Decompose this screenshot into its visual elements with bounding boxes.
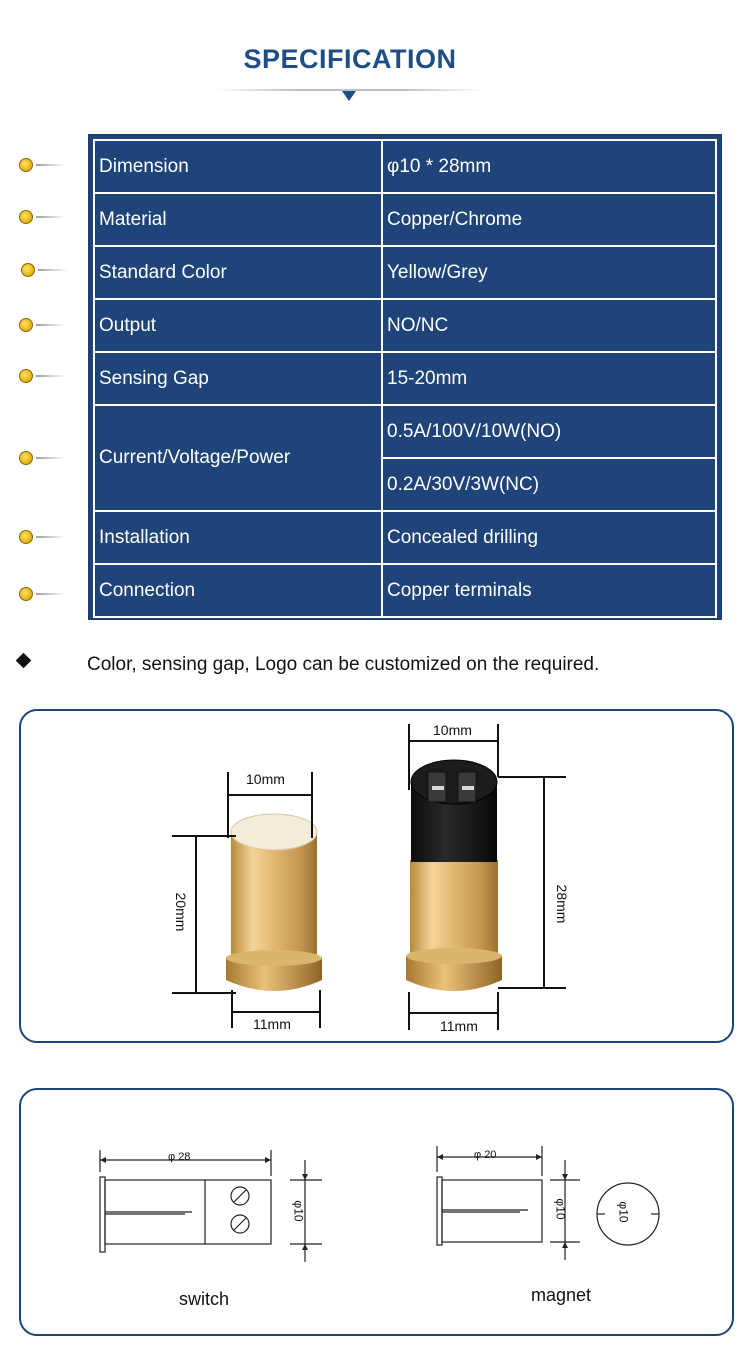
spec-value: Yellow/Grey: [382, 246, 716, 299]
spec-value: Copper terminals: [382, 564, 716, 617]
customization-note: Color, sensing gap, Logo can be customized on the required.: [87, 654, 600, 675]
switch-bottom-width-label: 11mm: [440, 1018, 478, 1034]
magnet-end-diameter-label: φ10: [616, 1201, 631, 1223]
spec-value: Concealed drilling: [382, 511, 716, 564]
spec-label: Installation: [94, 511, 382, 564]
spec-value: NO/NC: [382, 299, 716, 352]
spec-value: φ10 * 28mm: [382, 140, 716, 193]
magnet-length-label: φ 20: [474, 1149, 497, 1161]
switch-length-label: φ 28: [168, 1151, 191, 1163]
spec-label: Current/Voltage/Power: [94, 405, 382, 511]
magnet-top-width-label: 10mm: [246, 771, 285, 787]
spec-label: Connection: [94, 564, 382, 617]
spec-label: Dimension: [94, 140, 382, 193]
spec-value: 15-20mm: [382, 352, 716, 405]
switch-drawing: [100, 1150, 322, 1262]
spec-value: Copper/Chrome: [382, 193, 716, 246]
switch-diameter-label: φ10: [291, 1200, 306, 1222]
spec-value: 0.2A/30V/3W(NC): [382, 458, 716, 511]
magnet-height-label: 20mm: [173, 892, 189, 932]
magnet-diameter-label: φ10: [553, 1198, 568, 1220]
spec-label: Material: [94, 193, 382, 246]
magnet-bottom-width-label: 11mm: [253, 1016, 291, 1032]
switch-arrows: [100, 1157, 308, 1250]
switch-height-label: 28mm: [554, 884, 570, 924]
spec-label: Output: [94, 299, 382, 352]
magnet-arrows: [437, 1154, 568, 1248]
spec-label: Standard Color: [94, 246, 382, 299]
switch-top-width-label: 10mm: [433, 722, 472, 738]
spec-value: 0.5A/100V/10W(NO): [382, 405, 716, 458]
page-title: SPECIFICATION: [243, 44, 457, 74]
spec-label: Sensing Gap: [94, 352, 382, 405]
magnet-caption: magnet: [531, 1285, 592, 1305]
switch-caption: switch: [179, 1289, 230, 1309]
